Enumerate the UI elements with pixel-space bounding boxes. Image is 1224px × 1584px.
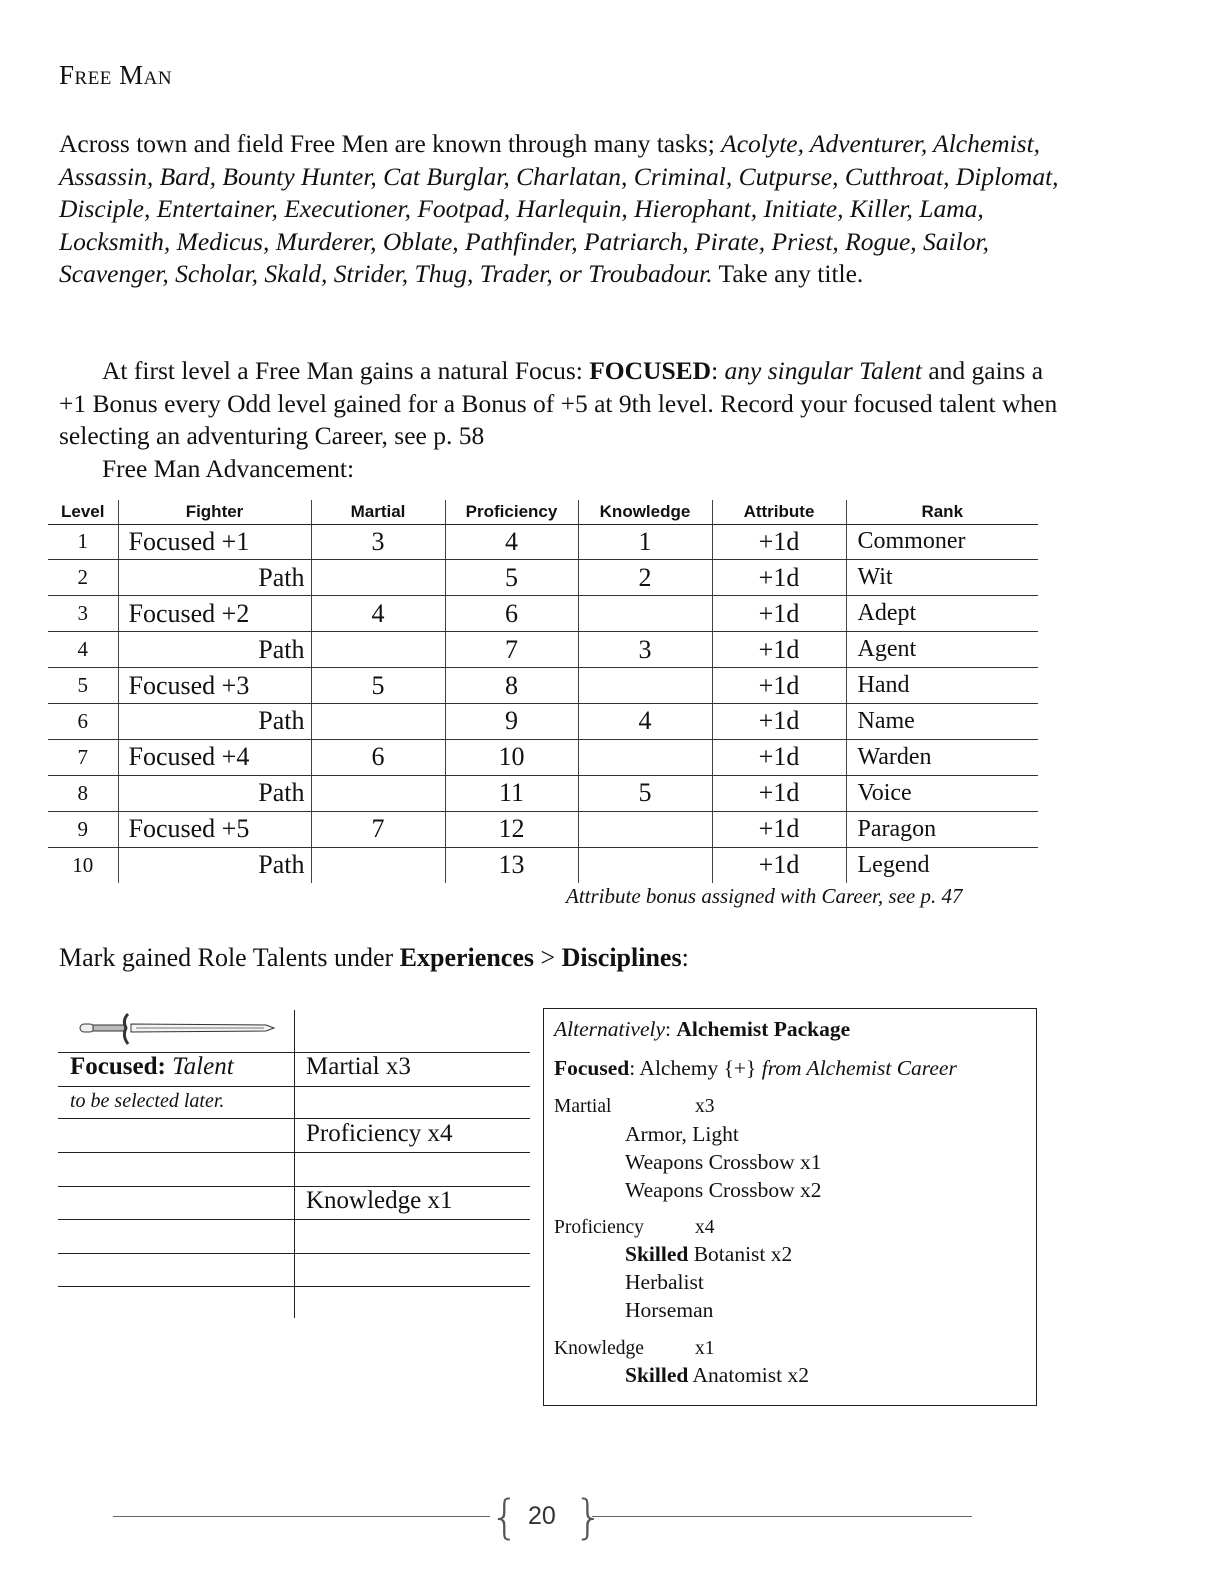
proficiency-item: Botanist x2: [688, 1242, 793, 1266]
proficiency-count: x4: [695, 1217, 715, 1238]
skilled-label: Skilled: [625, 1363, 689, 1387]
column-divider: [294, 1010, 295, 1318]
header-knowledge: Knowledge: [578, 500, 712, 524]
cell-proficiency: 8: [445, 668, 578, 704]
cell-level: 6: [48, 703, 118, 739]
cell-martial: [311, 775, 445, 811]
row-line: [58, 1186, 530, 1187]
cell-proficiency: 11: [445, 775, 578, 811]
cell-fighter: Focused +5: [118, 811, 311, 847]
cell-knowledge: 4: [578, 703, 712, 739]
header-fighter: Fighter: [118, 500, 311, 524]
table-row: [48, 775, 1038, 811]
table-row: [48, 811, 1038, 847]
cell-knowledge: [578, 847, 712, 883]
header-level: Level: [48, 500, 118, 524]
header-proficiency: Proficiency: [445, 500, 578, 524]
cell-proficiency: 5: [445, 560, 578, 596]
package-name: Alchemist Package: [676, 1017, 851, 1041]
page-number: 20: [528, 1502, 556, 1530]
proficiency-item: Horseman: [625, 1298, 714, 1322]
cell-level: 1: [48, 524, 118, 560]
skilled-label: Skilled: [625, 1242, 689, 1266]
advancement-label: Free Man Advancement:: [102, 453, 355, 483]
cell-rank: Name: [846, 703, 1038, 739]
section-title: Free Man: [59, 60, 173, 90]
footer-rule: [592, 1516, 972, 1517]
colon: :: [681, 943, 689, 972]
row-line: [58, 1118, 530, 1119]
proficiency-item: Herbalist: [625, 1270, 704, 1294]
cell-proficiency: 10: [445, 739, 578, 775]
knowledge-slot-label: Knowledge x1: [306, 1187, 453, 1214]
focus-text: At first level a Free Man gains a natural Focus:: [102, 356, 590, 385]
focused-value: : Alchemy {+}: [629, 1056, 762, 1080]
cell-attribute: +1d: [712, 560, 846, 596]
focused-label: Focused: [554, 1056, 630, 1080]
cell-attribute: +1d: [712, 668, 846, 704]
cell-martial: [311, 703, 445, 739]
row-line: [58, 1086, 530, 1087]
cell-fighter: Path: [118, 560, 311, 596]
cell-martial: 3: [311, 524, 445, 560]
cell-fighter: Focused +2: [118, 596, 311, 632]
martial-slot-label: Martial x3: [306, 1053, 411, 1080]
table-row: [48, 668, 1038, 704]
cell-attribute: +1d: [712, 632, 846, 668]
cell-level: 3: [48, 596, 118, 632]
table-row: [48, 524, 1038, 560]
knowledge-label: Knowledge: [554, 1338, 644, 1359]
focused-keyword: FOCUSED: [589, 356, 712, 385]
colon: :: [665, 1017, 677, 1041]
mark-instruction: [59, 943, 689, 973]
cell-martial: 4: [311, 596, 445, 632]
cell-rank: Warden: [846, 739, 1038, 775]
cell-level: 9: [48, 811, 118, 847]
martial-item: Weapons Crossbow x2: [625, 1178, 822, 1202]
martial-item: Armor, Light: [625, 1122, 739, 1146]
cell-attribute: +1d: [712, 775, 846, 811]
cell-rank: Commoner: [846, 524, 1038, 560]
advancement-table: [48, 500, 1038, 883]
cell-knowledge: 1: [578, 524, 712, 560]
cell-proficiency: 7: [445, 632, 578, 668]
cell-fighter: Path: [118, 847, 311, 883]
cell-level: 10: [72, 852, 94, 877]
cell-attribute: +1d: [712, 703, 846, 739]
cell-rank: Legend: [846, 847, 1038, 883]
cell-rank: Adept: [846, 596, 1038, 632]
cell-rank: Voice: [846, 775, 1038, 811]
cell-knowledge: [578, 596, 712, 632]
table-row: [48, 560, 1038, 596]
cell-attribute: +1d: [712, 811, 846, 847]
cell-martial: 6: [311, 739, 445, 775]
focus-paragraph: [59, 355, 1059, 485]
cell-fighter: Path: [118, 703, 311, 739]
cell-rank: Wit: [846, 560, 1038, 596]
cell-martial: [311, 847, 445, 883]
cell-attribute: +1d: [712, 847, 846, 883]
right-brace-icon: }: [574, 1490, 604, 1544]
martial-count: x3: [695, 1096, 715, 1117]
cell-proficiency: 13: [445, 847, 578, 883]
selected-later-note: to be selected later.: [70, 1090, 225, 1112]
cell-attribute: +1d: [712, 596, 846, 632]
attribute-note: Attribute bonus assigned with Career, see p. 47: [566, 884, 963, 908]
table-row: [48, 632, 1038, 668]
row-line: [58, 1152, 530, 1153]
martial-label: Martial: [554, 1096, 612, 1117]
cell-attribute: +1d: [712, 739, 846, 775]
cell-rank: Paragon: [846, 811, 1038, 847]
header-rank: Rank: [846, 500, 1038, 524]
cell-knowledge: 2: [578, 560, 712, 596]
cell-knowledge: [578, 811, 712, 847]
cell-knowledge: 5: [578, 775, 712, 811]
cell-fighter: Focused +1: [118, 524, 311, 560]
cell-proficiency: 9: [445, 703, 578, 739]
row-line: [58, 1286, 530, 1287]
header-martial: Martial: [311, 500, 445, 524]
cell-martial: [311, 560, 445, 596]
talent-label: Talent: [165, 1053, 234, 1080]
left-brace-icon: {: [490, 1490, 520, 1544]
proficiency-slot-label: Proficiency x4: [306, 1120, 453, 1147]
alchemist-package-box: [543, 1008, 1037, 1406]
martial-item: Weapons Crossbow x1: [625, 1150, 822, 1174]
cell-martial: 5: [311, 668, 445, 704]
intro-lead: Across town and field Free Men are known through many tasks;: [59, 129, 722, 158]
row-line: [58, 1219, 530, 1220]
cell-fighter: Focused +3: [118, 668, 311, 704]
header-attribute: Attribute: [712, 500, 846, 524]
intro-paragraph: [59, 128, 1059, 291]
cell-level: 7: [48, 739, 118, 775]
cell-knowledge: [578, 668, 712, 704]
alternatively-label: Alternatively: [554, 1017, 666, 1041]
sword-icon: [76, 1012, 276, 1046]
table-row: [48, 739, 1038, 775]
disciplines-label: Disciplines: [561, 943, 682, 972]
focused-talent-label: [70, 1053, 234, 1081]
cell-level: 8: [48, 775, 118, 811]
cell-proficiency: 12: [445, 811, 578, 847]
colon: :: [711, 356, 725, 385]
cell-fighter: Path: [118, 632, 311, 668]
table-row: [48, 703, 1038, 739]
table-row: [48, 596, 1038, 632]
mark-text: Mark gained Role Talents under: [59, 943, 400, 972]
cell-proficiency: 4: [445, 524, 578, 560]
cell-knowledge: [578, 739, 712, 775]
row-line: [58, 1253, 530, 1254]
cell-rank: Hand: [846, 668, 1038, 704]
cell-rank: Agent: [846, 632, 1038, 668]
cell-fighter: Focused +4: [118, 739, 311, 775]
focus-desc: any singular Talent: [724, 356, 922, 385]
separator: >: [533, 943, 562, 972]
knowledge-item: Anatomist x2: [688, 1363, 809, 1387]
cell-martial: 7: [311, 811, 445, 847]
cell-knowledge: 3: [578, 632, 712, 668]
footer-rule: [113, 1516, 490, 1517]
cell-martial: [311, 632, 445, 668]
table-row: [48, 847, 1038, 883]
focus-rest: and gains a +1 Bonus every Odd level gained for a Bonus of +5 at 9th level. Record your focused talent when selecting an adventuring Career, see p. 58: [59, 356, 1058, 450]
experiences-label: Experiences: [399, 943, 534, 972]
focused-source: from Alchemist Career: [761, 1056, 957, 1080]
cell-level: 2: [48, 560, 118, 596]
focused-label: Focused:: [70, 1053, 166, 1080]
intro-tail: Take any title.: [712, 259, 864, 288]
cell-fighter: Path: [118, 775, 311, 811]
title-list: Acolyte, Adventurer, Alchemist, Assassin, Bard, Bounty Hunter, Cat Burglar, Charlatan, Criminal, Cutpurse, Cutthroat, Diplomat, Disciple, Entertainer, Executioner, Footpad, Harlequin, Hierophant, Initiate, Killer, Lama, Locksmith, Medicus, Murderer, Oblate, Pathfinder, Patriarch, Pirate, Priest, Rogue, Sailor, Scavenger, Scholar, Skald, Strider, Thug, Trader, or Troubadour.: [59, 129, 1059, 288]
cell-attribute: +1d: [712, 524, 846, 560]
proficiency-label: Proficiency: [554, 1217, 644, 1238]
role-talent-grid: [58, 1008, 530, 1318]
cell-proficiency: 6: [445, 596, 578, 632]
cell-level: 5: [48, 668, 118, 704]
cell-level: 4: [48, 632, 118, 668]
knowledge-count: x1: [695, 1338, 715, 1359]
